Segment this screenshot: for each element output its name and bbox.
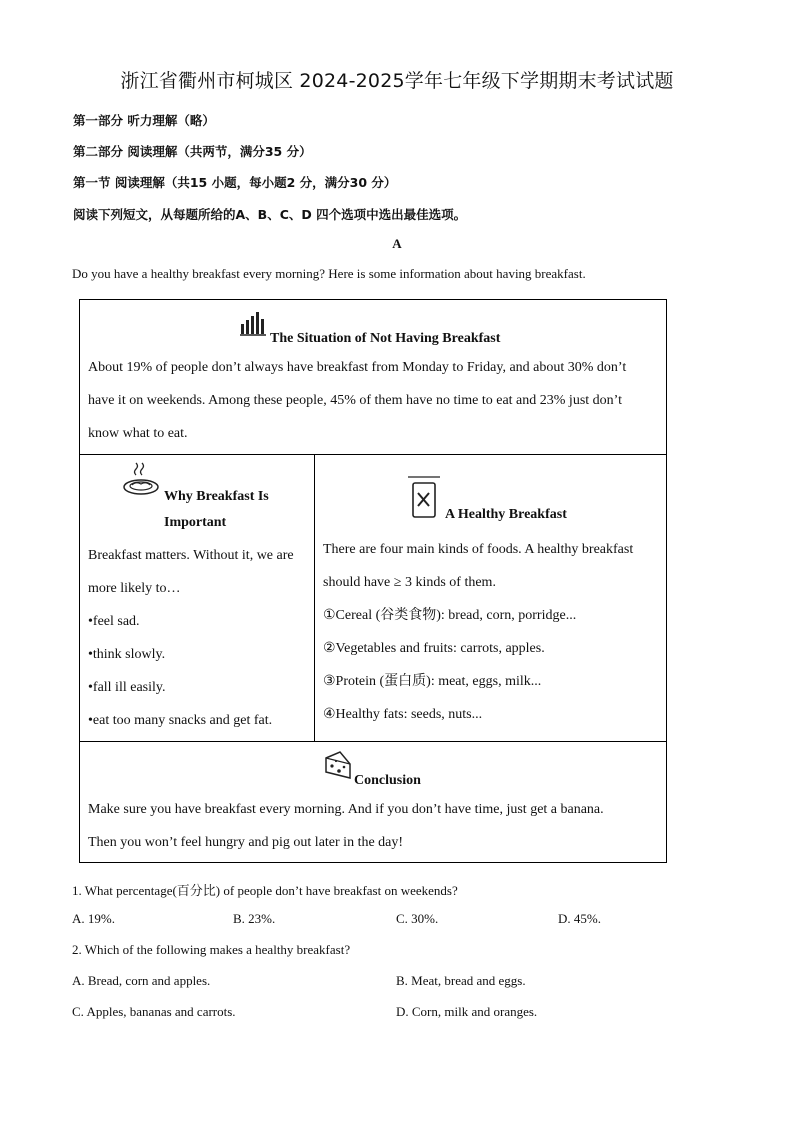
healthy-line: should have ≥ 3 kinds of them. [323,575,496,590]
cup-icon [407,475,441,519]
page-title: 浙江省衢州市柯城区 2024-2025学年七年级下学期期末考试试题 [120,70,674,92]
conclusion-line: Then you won’t feel hungry and pig out later in the day! [88,835,404,850]
question-option: C. 30%. [396,911,439,926]
section-one-heading: 第一节 阅读理解（共15 小题，每小题2 分，满分30 分） [73,175,397,190]
conclusion-line: Make sure you have breakfast every morning. And if you don’t have time, just get a banana. [88,802,604,817]
plate-icon [122,461,160,497]
healthy-line: ③Protein (蛋白质): meat, eggs, milk... [323,674,542,689]
healthy-breakfast-cell [314,454,667,742]
cheese-icon [324,750,352,782]
healthy-line: ④Healthy fats: seeds, nuts... [323,707,483,722]
part-two-heading: 第二部分 阅读理解（共两节，满分35 分） [73,144,312,159]
question-stem: 2. Which of the following makes a healthy breakfast? [72,942,351,957]
bar-chart-icon [240,310,266,336]
why-line: •eat too many snacks and get fat. [88,713,273,728]
passage-label: A [392,236,402,251]
question-option: C. Apples, bananas and carrots. [72,1004,236,1019]
situation-cell [79,299,667,455]
healthy-line: There are four main kinds of foods. A healthy breakfast [323,542,634,557]
why-breakfast-cell [79,454,315,742]
question-option: A. Bread, corn and apples. [72,973,211,988]
healthy-line: ②Vegetables and fruits: carrots, apples. [323,641,545,656]
why-line: Breakfast matters. Without it, we are [88,548,294,563]
question-option: B. Meat, bread and eggs. [396,973,526,988]
question-option: B. 23%. [233,911,276,926]
why-line: •feel sad. [88,614,140,629]
passage-intro: Do you have a healthy breakfast every morning? Here is some information about having breakfast. [72,266,586,281]
conclusion-title: Conclusion [354,773,421,788]
healthy-title: A Healthy Breakfast [445,507,567,522]
part-one-heading: 第一部分 听力理解（略） [73,113,215,128]
situation-title: The Situation of Not Having Breakfast [270,331,501,346]
healthy-line: ①Cereal (谷类食物): bread, corn, porridge... [323,608,577,623]
question-option: D. 45%. [558,911,601,926]
question-stem: 1. What percentage(百分比) of people don’t have breakfast on weekends? [72,883,458,898]
situation-line: About 19% of people don’t always have breakfast from Monday to Friday, and about 30% don’t [88,360,627,375]
question-option: A. 19%. [72,911,115,926]
situation-line: know what to eat. [88,426,188,441]
why-line: •think slowly. [88,647,166,662]
why-line: more likely to… [88,581,181,596]
situation-line: have it on weekends. Among these people, 45% of them have no time to eat and 23% just don’t [88,393,622,408]
question-option: D. Corn, milk and oranges. [396,1004,538,1019]
why-title: Why Breakfast Is [164,489,269,504]
why-title-line2: Important [164,515,227,530]
conclusion-cell [79,741,667,863]
instruction-text: 阅读下列短文，从每题所给的A、B、C、D 四个选项中选出最佳选项。 [73,207,467,222]
why-line: •fall ill easily. [88,680,166,695]
